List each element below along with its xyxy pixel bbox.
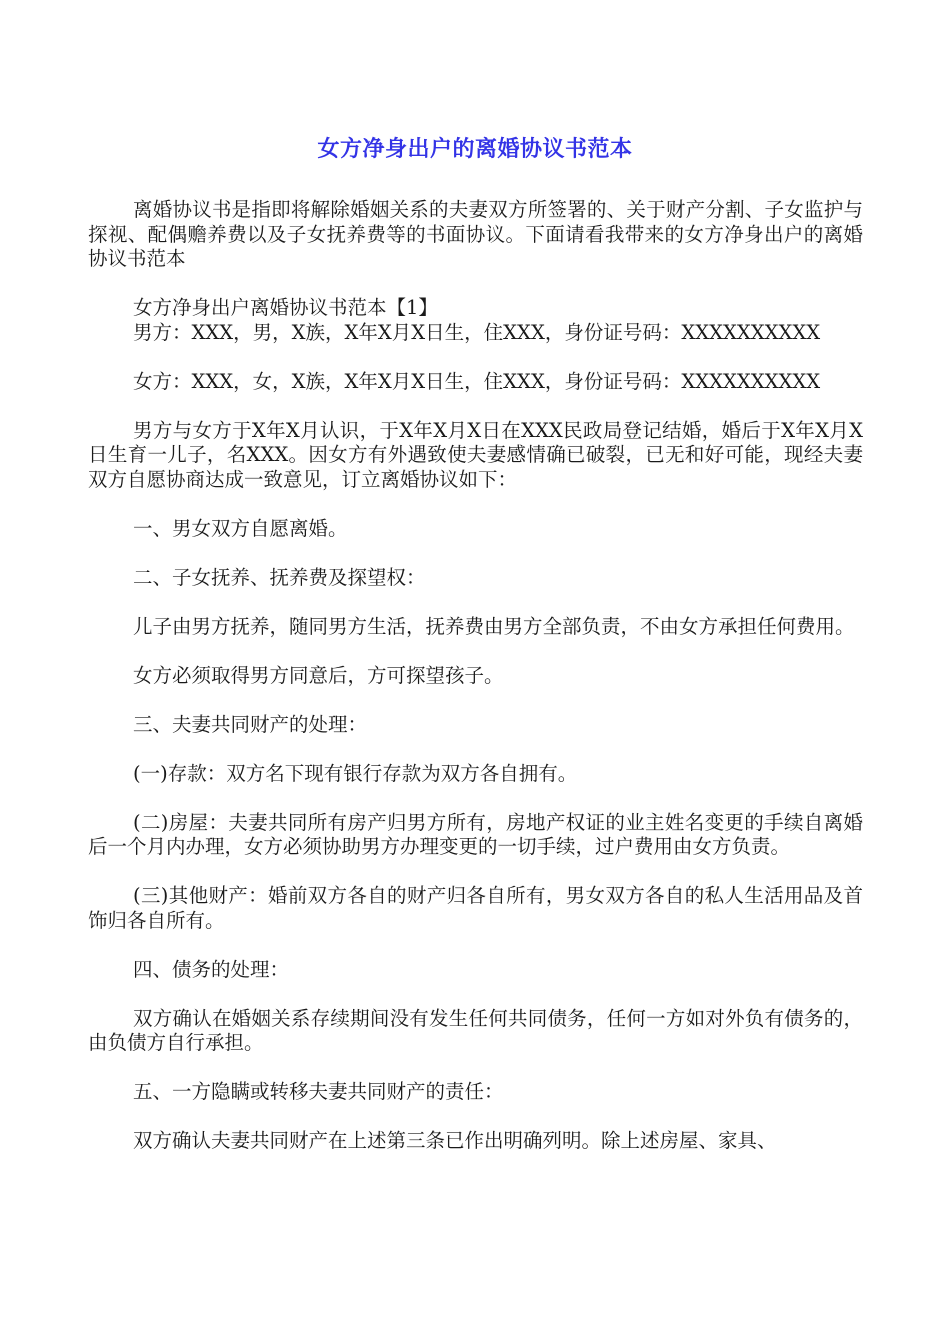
clause-3-other-property: (三)其他财产：婚前双方各自的财产归各自所有，男女双方各自的私人生活用品及首饰归各自所有。 (88, 884, 863, 932)
intro-paragraph: 离婚协议书是指即将解除婚姻关系的夫妻双方所签署的、关于财产分割、子女监护与探视、配偶赡养费以及子女抚养费等的书面协议。下面请看我带来的女方净身出户的离婚协议书范本 (88, 198, 863, 270)
clause-2-custody: 儿子由男方抚养，随同男方生活，抚养费由男方全部负责，不由女方承担任何费用。 (133, 614, 855, 638)
clause-3-savings: (一)存款：双方名下现有银行存款为双方各自拥有。 (133, 761, 578, 785)
background-paragraph: 男方与女方于X年X月认识，于X年X月X日在XXX民政局登记结婚，婚后于X年X月X日生育一儿子，名XXX。因女方有外遇致使夫妻感情确已破裂，已无和好可能，现经夫妻双方自愿协商达成一致意见，订立离婚协议如下： (88, 418, 863, 491)
clause-4-heading: 四、债务的处理： (133, 957, 290, 981)
clause-5-heading: 五、一方隐瞒或转移夫妻共同财产的责任： (133, 1080, 504, 1103)
party-female-paragraph: 女方：XXX，女，X族，X年X月X日生，住XXX，身份证号码：XXXXXXXXXX (133, 369, 821, 393)
clause-2-visitation: 女方必须取得男方同意后，方可探望孩子。 (133, 663, 504, 687)
clause-5-text: 双方确认夫妻共同财产在上述第三条已作出明确列明。除上述房屋、家具、 (133, 1129, 777, 1152)
clause-3-house: (二)房屋：夫妻共同所有房产归男方所有，房地产权证的业主姓名变更的手续自离婚后一个月内办理，女方必须协助男方办理变更的一切手续，过户费用由女方负责。 (88, 810, 863, 858)
clause-3-heading: 三、夫妻共同财产的处理： (133, 712, 368, 736)
clause-2-heading: 二、子女抚养、抚养费及探望权： (133, 565, 426, 589)
document-body (88, 198, 863, 1154)
clause-1: 一、男女双方自愿离婚。 (133, 516, 348, 540)
section-heading: 女方净身出户离婚协议书范本【1】 (133, 296, 438, 319)
party-male-paragraph: 男方：XXX，男，X族，X年X月X日生，住XXX，身份证号码：XXXXXXXXXX (133, 320, 821, 344)
clause-4-debts: 双方确认在婚姻关系存续期间没有发生任何共同债务，任何一方如对外负有债务的，由负债方自行承担。 (88, 1006, 863, 1054)
document-title: 女方净身出户的离婚协议书范本 (317, 137, 633, 162)
